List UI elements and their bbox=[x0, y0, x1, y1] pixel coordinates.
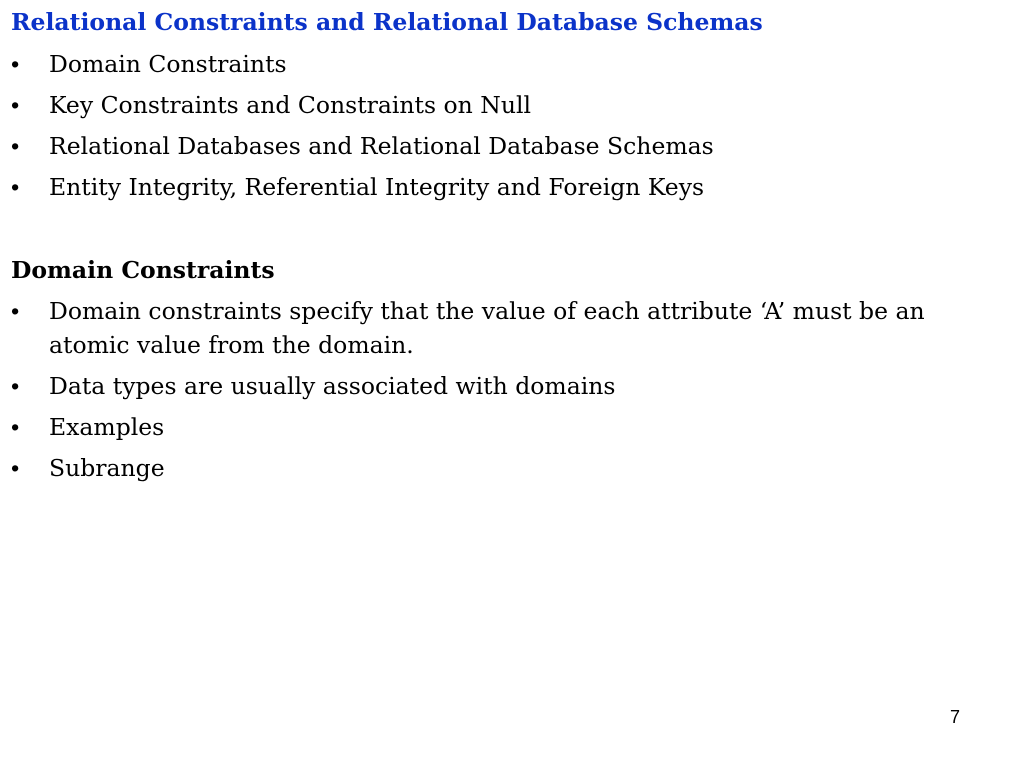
list-item-text: Domain constraints specify that the value of each attribute ‘A’ must be an atomic value from the domain. bbox=[49, 297, 925, 359]
bullet-icon: • bbox=[11, 133, 20, 159]
list-item bbox=[11, 170, 1011, 204]
bullet-icon: • bbox=[11, 174, 20, 200]
overview-bullet-list bbox=[11, 47, 1011, 211]
slide-title: Relational Constraints and Relational Database Schemas bbox=[11, 8, 763, 36]
list-item bbox=[11, 294, 1011, 362]
list-item bbox=[11, 129, 1011, 163]
bullet-icon: • bbox=[11, 92, 20, 118]
list-item-text: Examples bbox=[49, 413, 165, 441]
bullet-icon: • bbox=[11, 298, 20, 324]
list-item-text: Entity Integrity, Referential Integrity and Foreign Keys bbox=[49, 173, 705, 201]
list-item-text: Key Constraints and Constraints on Null bbox=[49, 91, 531, 119]
bullet-icon: • bbox=[11, 455, 20, 481]
list-item bbox=[11, 451, 1011, 485]
list-item-text: Data types are usually associated with domains bbox=[49, 372, 616, 400]
bullet-icon: • bbox=[11, 373, 20, 399]
page-number: 7 bbox=[950, 707, 961, 727]
list-item bbox=[11, 369, 1011, 403]
section-heading: Domain Constraints bbox=[11, 256, 275, 284]
list-item bbox=[11, 88, 1011, 122]
list-item-text: Relational Databases and Relational Database Schemas bbox=[49, 132, 714, 160]
bullet-icon: • bbox=[11, 414, 20, 440]
list-item-text: Subrange bbox=[49, 454, 165, 482]
list-item bbox=[11, 47, 1011, 81]
list-item bbox=[11, 410, 1011, 444]
list-item-text: Domain Constraints bbox=[49, 50, 287, 78]
section-bullet-list bbox=[11, 294, 1011, 492]
bullet-icon: • bbox=[11, 51, 20, 77]
